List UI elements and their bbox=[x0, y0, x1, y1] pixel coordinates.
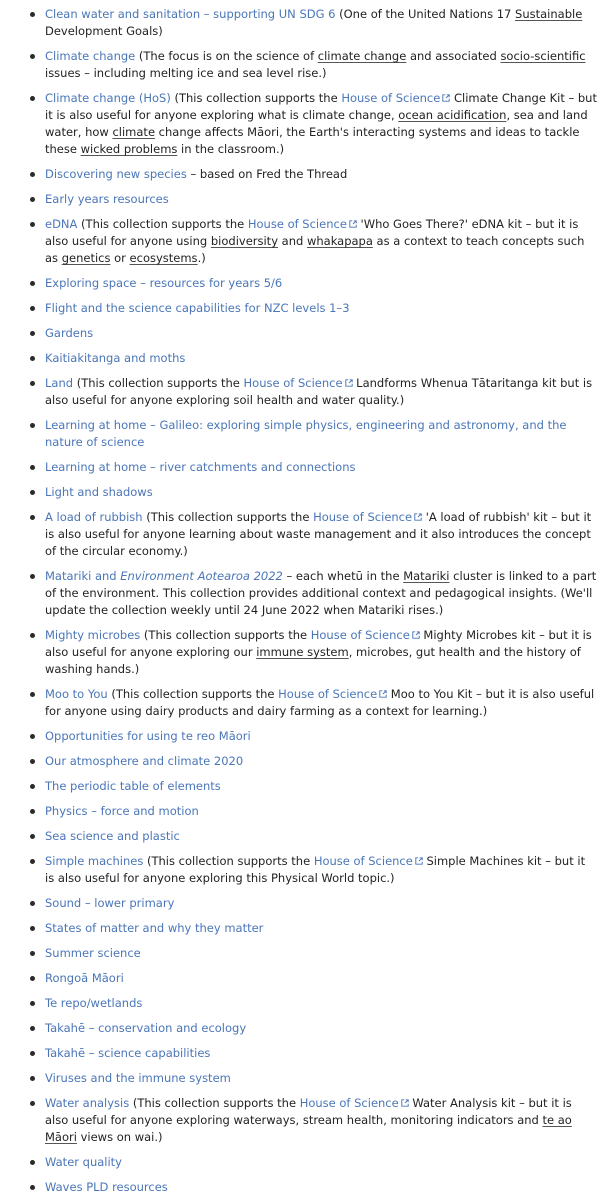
list-item bbox=[45, 216, 597, 267]
collection-link[interactable]: Sound – lower primary bbox=[45, 896, 175, 910]
house-of-science-link[interactable] bbox=[311, 628, 420, 642]
item-description: (One of the United Nations 17 bbox=[335, 7, 516, 21]
collection-link[interactable]: Simple machines bbox=[45, 854, 144, 868]
item-description: views on wai.) bbox=[76, 1130, 163, 1144]
item-description: Climate Change Kit – but it is also useful for anyone exploring what is climate change, bbox=[45, 91, 597, 122]
collection-link[interactable]: Moo to You bbox=[45, 687, 108, 701]
glossary-link[interactable]: climate bbox=[112, 125, 156, 139]
glossary-link[interactable]: biodiversity bbox=[210, 234, 278, 248]
collection-link[interactable]: Climate change (HoS) bbox=[45, 91, 171, 105]
collection-link[interactable]: eDNA bbox=[45, 217, 78, 231]
item-description: (This collection supports the bbox=[107, 687, 279, 701]
item-description: (This collection supports the bbox=[77, 217, 248, 231]
item-description: cluster is linked to a part of the environment. This collection provides additional context and pedagogical insights. (We'll update the collection weekly until 24 June 2022 when Matariki rises.) bbox=[45, 569, 597, 617]
collection-link[interactable]: Water analysis bbox=[45, 1096, 130, 1110]
collection-link[interactable]: Gardens bbox=[45, 326, 94, 340]
list-item bbox=[45, 1179, 597, 1196]
collection-link[interactable]: Flight and the science capabilities for NZC levels 1–3 bbox=[45, 301, 350, 315]
list-item bbox=[45, 920, 597, 937]
collection-link[interactable]: Learning at home – Galileo: exploring simple physics, engineering and astronomy, and the nature of science bbox=[45, 418, 567, 449]
collection-link[interactable]: Te repo/wetlands bbox=[45, 996, 143, 1010]
item-description: Development Goals) bbox=[45, 24, 163, 38]
list-item bbox=[45, 191, 597, 208]
glossary-link[interactable]: socio-scientific bbox=[500, 49, 586, 63]
collection-link[interactable]: States of matter and why they matter bbox=[45, 921, 264, 935]
external-link-icon bbox=[401, 1099, 409, 1107]
collection-link[interactable]: Discovering new species bbox=[45, 167, 187, 181]
list-item bbox=[45, 728, 597, 745]
glossary-link[interactable]: Sustainable bbox=[515, 7, 583, 21]
collection-link[interactable]: Physics – force and motion bbox=[45, 804, 199, 818]
item-description: and associated bbox=[406, 49, 501, 63]
item-description: change affects Māori, the Earth's interacting systems and ideas to tackle these bbox=[45, 125, 580, 156]
list-item bbox=[45, 484, 597, 501]
list-item bbox=[45, 945, 597, 962]
glossary-link[interactable]: ecosystems bbox=[129, 251, 198, 265]
list-item bbox=[45, 166, 597, 183]
glossary-link[interactable]: whakapapa bbox=[306, 234, 373, 248]
list-item bbox=[45, 995, 597, 1012]
list-item bbox=[45, 90, 597, 158]
list-item bbox=[45, 686, 597, 720]
list-item bbox=[45, 300, 597, 317]
link-label: House of Science bbox=[278, 687, 378, 701]
list-item bbox=[45, 970, 597, 987]
collection-link[interactable]: A load of rubbish bbox=[45, 510, 143, 524]
item-description: or bbox=[110, 251, 130, 265]
external-link-icon bbox=[379, 690, 387, 698]
collection-link[interactable]: Takahē – science capabilities bbox=[45, 1046, 211, 1060]
glossary-link[interactable]: te ao Māori bbox=[45, 1113, 572, 1144]
collection-link[interactable]: Mighty microbes bbox=[45, 628, 141, 642]
item-description: Water Analysis kit – but it is also useful for anyone exploring waterways, stream health, monitoring indicators and bbox=[45, 1096, 572, 1127]
list-item bbox=[45, 627, 597, 678]
collection-link[interactable]: Climate change bbox=[45, 49, 136, 63]
collection-link[interactable]: Opportunities for using te reo Māori bbox=[45, 729, 251, 743]
collection-link[interactable]: Kaitiakitanga and moths bbox=[45, 351, 186, 365]
link-label: House of Science bbox=[299, 1096, 399, 1110]
collection-link[interactable]: Our atmosphere and climate 2020 bbox=[45, 754, 244, 768]
link-label-italic: Environment Aotearoa 2022 bbox=[120, 569, 283, 583]
glossary-link[interactable]: genetics bbox=[61, 251, 111, 265]
item-description: , microbes, gut health and the history of washing hands.) bbox=[45, 645, 581, 676]
collection-link[interactable]: Early years resources bbox=[45, 192, 169, 206]
item-description: – based on Fred the Thread bbox=[186, 167, 348, 181]
item-description: (This collection supports the bbox=[129, 1096, 300, 1110]
list-item bbox=[45, 853, 597, 887]
list-item bbox=[45, 778, 597, 795]
external-link-icon bbox=[345, 379, 353, 387]
external-link-icon bbox=[349, 220, 357, 228]
item-description: Landforms Whenua Tātaritanga kit but is also useful for anyone exploring soil health and water quality.) bbox=[45, 376, 593, 407]
external-link-icon bbox=[414, 513, 422, 521]
item-description: (This collection supports the bbox=[73, 376, 244, 390]
collection-link[interactable]: Sea science and plastic bbox=[45, 829, 180, 843]
item-description: (The focus is on the science of bbox=[135, 49, 318, 63]
list-item bbox=[45, 6, 597, 40]
collection-link[interactable]: Clean water and sanitation – supporting UN SDG 6 bbox=[45, 7, 336, 21]
external-link-icon bbox=[415, 857, 423, 865]
list-item bbox=[45, 568, 597, 619]
item-description: 'A load of rubbish' kit – but it is also useful for anyone learning about waste management and it also introduces the concept of the circular economy.) bbox=[45, 510, 592, 558]
item-description: .) bbox=[197, 251, 206, 265]
item-description: Simple Machines kit – but it is also useful for anyone exploring this Physical World topic.) bbox=[45, 854, 586, 885]
item-description: (This collection supports the bbox=[143, 854, 314, 868]
glossary-link[interactable]: climate change bbox=[317, 49, 407, 63]
item-description: – each whetū in the bbox=[282, 569, 404, 583]
item-description: (This collection supports the bbox=[170, 91, 342, 105]
item-description: Moo to You Kit – but it is also useful for anyone using dairy products and dairy farming as a context for learning.) bbox=[45, 687, 595, 718]
glossary-link[interactable]: immune system bbox=[256, 645, 349, 659]
list-item bbox=[45, 48, 597, 82]
item-description: in the classroom.) bbox=[177, 142, 285, 156]
link-label: Matariki and bbox=[45, 569, 121, 583]
list-item bbox=[45, 1154, 597, 1171]
list-item bbox=[45, 375, 597, 409]
link-label: House of Science bbox=[313, 510, 413, 524]
collection-link[interactable]: Light and shadows bbox=[45, 485, 153, 499]
collection-link[interactable]: Exploring space – resources for years 5/6 bbox=[45, 276, 283, 290]
collection-link[interactable]: Summer science bbox=[45, 946, 141, 960]
list-item bbox=[45, 417, 597, 451]
house-of-science-link[interactable] bbox=[278, 687, 387, 701]
house-of-science-link[interactable] bbox=[341, 91, 450, 105]
collection-link[interactable]: Rongoā Māori bbox=[45, 971, 124, 985]
link-label: House of Science bbox=[243, 376, 343, 390]
list-item bbox=[45, 1095, 597, 1146]
glossary-link[interactable]: wicked problems bbox=[80, 142, 178, 156]
collection-link[interactable] bbox=[45, 569, 283, 583]
list-item bbox=[45, 1020, 597, 1037]
glossary-link[interactable]: ocean acidification bbox=[398, 108, 507, 122]
list-item bbox=[45, 1070, 597, 1087]
link-label: House of Science bbox=[310, 628, 410, 642]
house-of-science-link[interactable] bbox=[248, 217, 357, 231]
list-item bbox=[45, 509, 597, 560]
external-link-icon bbox=[412, 631, 420, 639]
house-of-science-link[interactable] bbox=[300, 1096, 409, 1110]
list-item bbox=[45, 828, 597, 845]
list-item bbox=[45, 275, 597, 292]
collection-link[interactable]: Viruses and the immune system bbox=[45, 1071, 231, 1085]
link-label: House of Science bbox=[341, 91, 441, 105]
item-description: 'Who Goes There?' eDNA kit – but it is also useful for anyone using bbox=[45, 217, 579, 248]
glossary-link[interactable]: Matariki bbox=[403, 569, 450, 583]
list-item bbox=[45, 350, 597, 367]
collection-link[interactable]: Waves PLD resources bbox=[45, 1180, 168, 1194]
item-description: (This collection supports the bbox=[140, 628, 311, 642]
item-description: , sea and land water, how bbox=[45, 108, 588, 139]
item-description: (This collection supports the bbox=[142, 510, 314, 524]
list-item bbox=[45, 1045, 597, 1062]
list-item bbox=[45, 459, 597, 476]
item-description: and bbox=[278, 234, 307, 248]
list-item bbox=[45, 803, 597, 820]
item-description: as a context to teach concepts such as bbox=[45, 234, 585, 265]
collection-link[interactable]: Takahē – conservation and ecology bbox=[45, 1021, 247, 1035]
house-of-science-link[interactable] bbox=[244, 376, 353, 390]
list-item bbox=[45, 753, 597, 770]
list-item bbox=[45, 895, 597, 912]
collection-link[interactable]: Land bbox=[45, 376, 74, 390]
item-description: Mighty Microbes kit – but it is also useful for anyone exploring our bbox=[45, 628, 592, 659]
link-label: House of Science bbox=[247, 217, 347, 231]
list-item bbox=[45, 325, 597, 342]
item-description: issues – including melting ice and sea level rise.) bbox=[45, 66, 327, 80]
house-of-science-link[interactable] bbox=[314, 854, 423, 868]
link-label: House of Science bbox=[313, 854, 413, 868]
house-of-science-link[interactable] bbox=[313, 510, 422, 524]
collection-link[interactable]: Learning at home – river catchments and connections bbox=[45, 460, 356, 474]
collection-link[interactable]: The periodic table of elements bbox=[45, 779, 221, 793]
collection-link[interactable]: Water quality bbox=[45, 1155, 122, 1169]
